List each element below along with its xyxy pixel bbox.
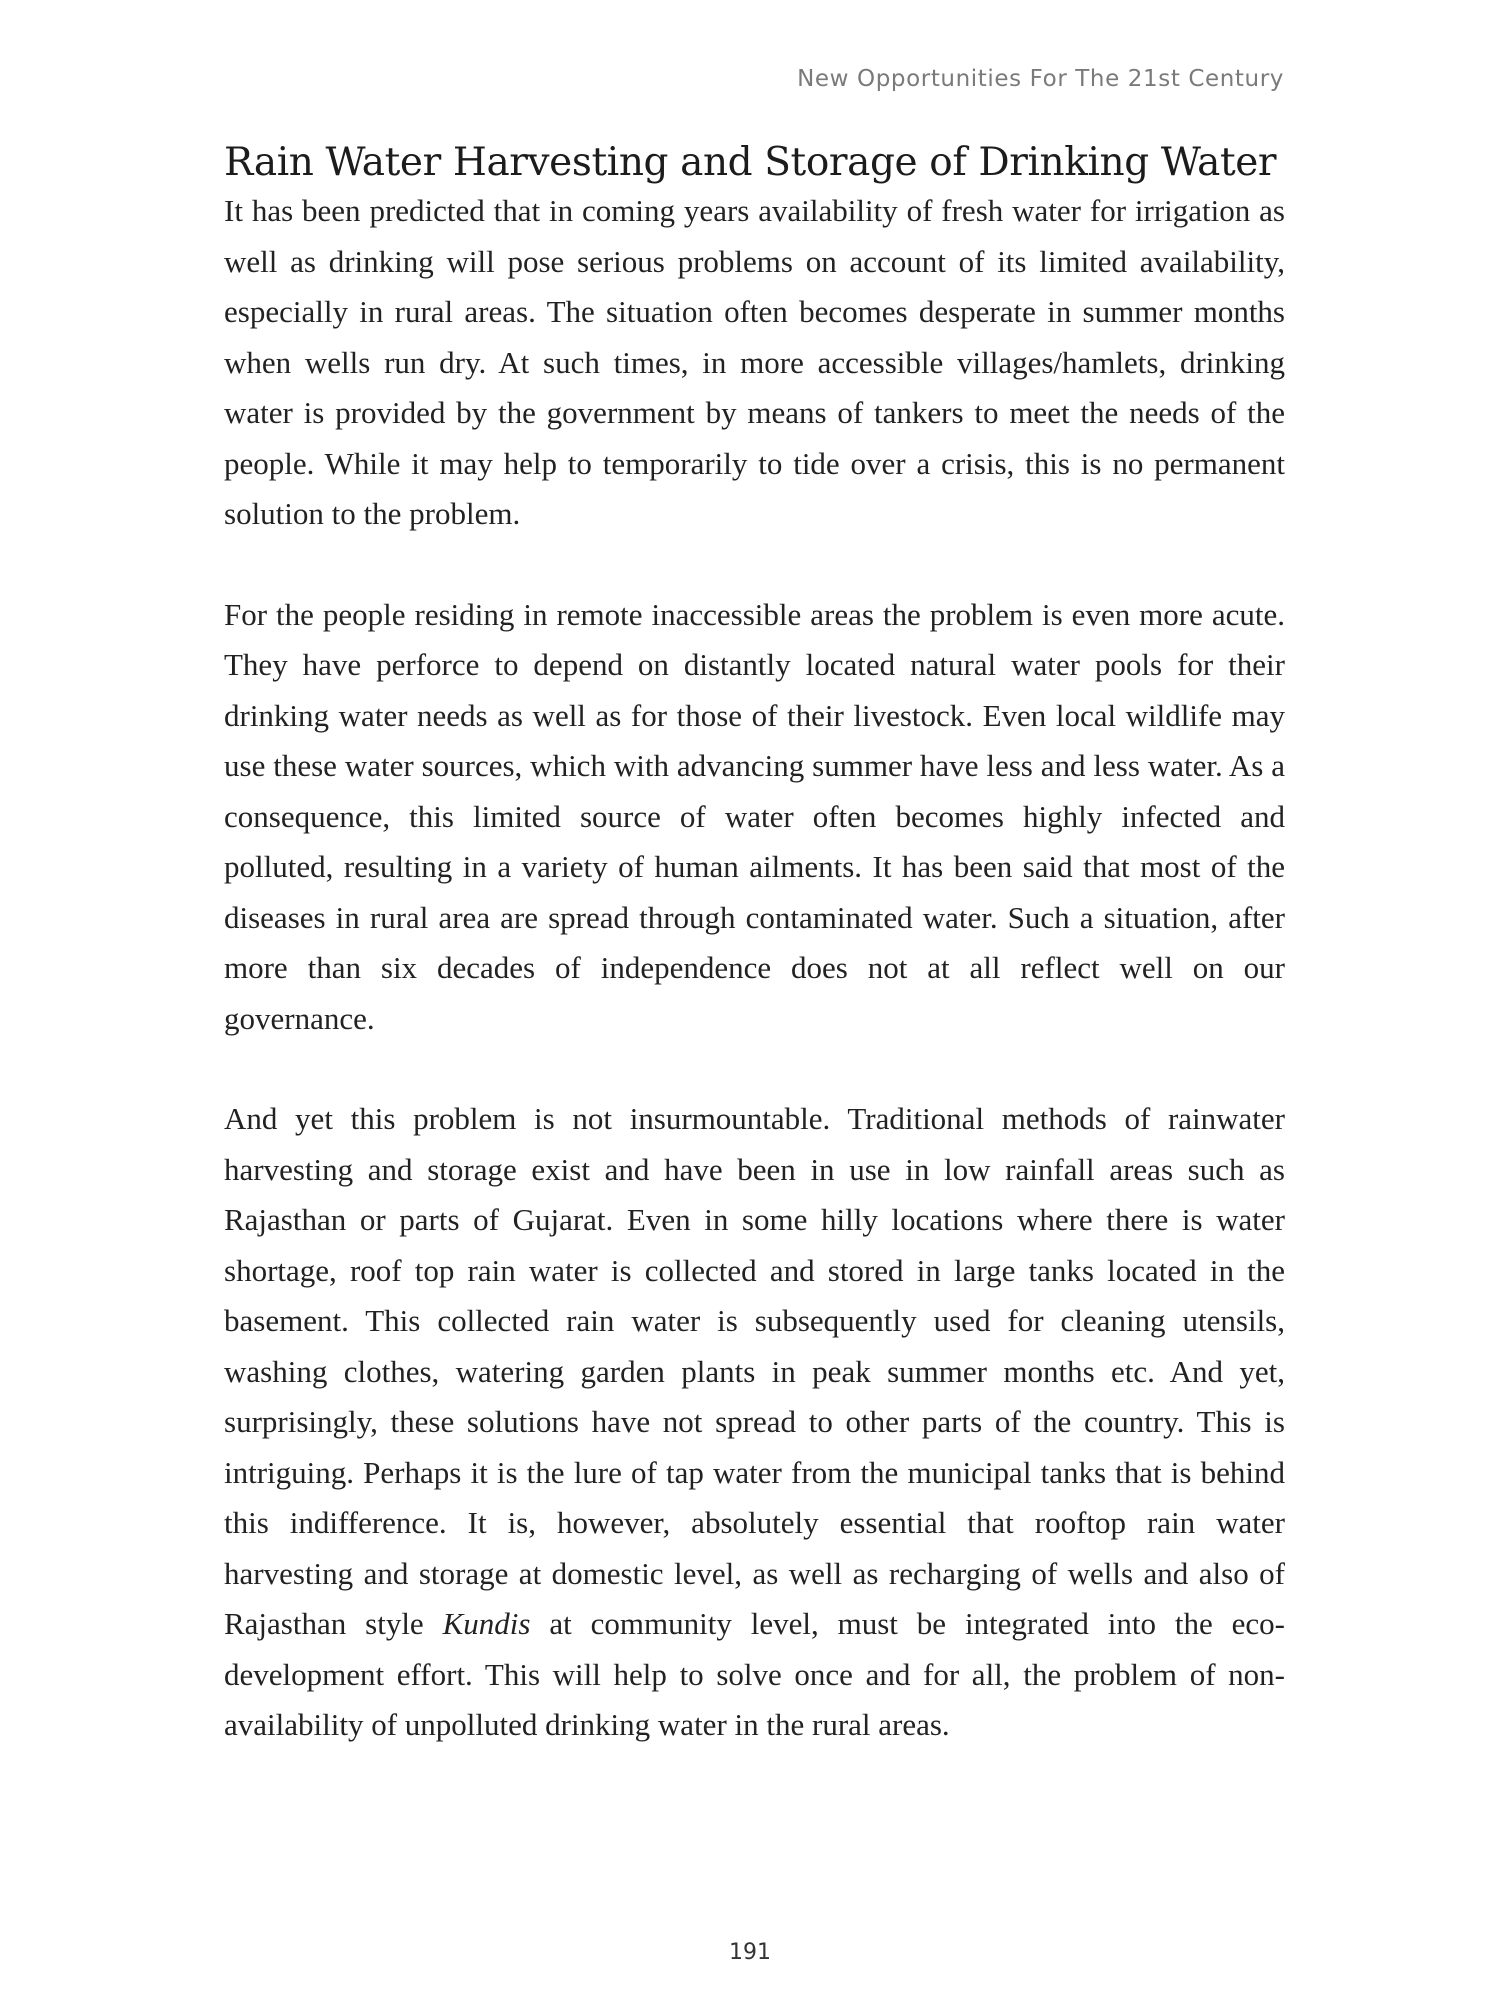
- paragraph-1: It has been predicted that in coming years availability of fresh water for irrigation as well as drinking will pose serious problems on account of its limited availability, especially in rural areas. The situation often becomes desperate in summer months when wells run dry. At such times, in more accessible villages/hamlets, drinking water is provided by the government by means of tankers to meet the needs of the people. While it may help to temporarily to tide over a crisis, this is no permanent solution to the problem.: [224, 193, 1285, 531]
- page-content: [224, 140, 1285, 1751]
- paragraph-3-text-end: at community level, must be integrated into the eco-development effort. This will help to solve once and for all, the problem of non-availability of unpolluted drinking water in the rural areas.: [224, 1606, 1285, 1742]
- paragraph-3: [224, 1094, 1285, 1751]
- paragraph-3-text-start: And yet this problem is not insurmountable. Traditional methods of rainwater harvesting and storage exist and have been in use in low rainfall areas such as Rajasthan or parts of Gujarat. Even in some hilly locations where there is water shortage, roof top rain water is collected and stored in large tanks located in the basement. This collected rain water is subsequently used for cleaning utensils, washing clothes, watering garden plants in peak summer months etc. And yet, surprisingly, these solutions have not spread to other parts of the country. This is intriguing. Perhaps it is the lure of tap water from the municipal tanks that is behind this indifference. It is, however, absolutely essential that rooftop rain water harvesting and storage at domestic level, as well as recharging of wells and also of Rajasthan style: [224, 1101, 1285, 1641]
- paragraph-2: For the people residing in remote inaccessible areas the problem is even more acute. They have perforce to depend on distantly located natural water pools for their drinking water needs as well as for those of their livestock. Even local wildlife may use these water sources, which with advancing summer have less and less water. As a consequence, this limited source of water often becomes highly infected and polluted, resulting in a variety of human ailments. It has been said that most of the diseases in rural area are spread through contaminated water. Such a situation, after more than six decades of independence does not at all reflect well on our governance.: [224, 596, 1285, 1036]
- section-title: Rain Water Harvesting and Storage of Drinking Water: [224, 140, 1277, 185]
- italic-term-kundis: Kundis: [442, 1606, 531, 1641]
- page-number: 191: [729, 1940, 771, 1965]
- running-header: New Opportunities For The 21st Century: [797, 66, 1284, 92]
